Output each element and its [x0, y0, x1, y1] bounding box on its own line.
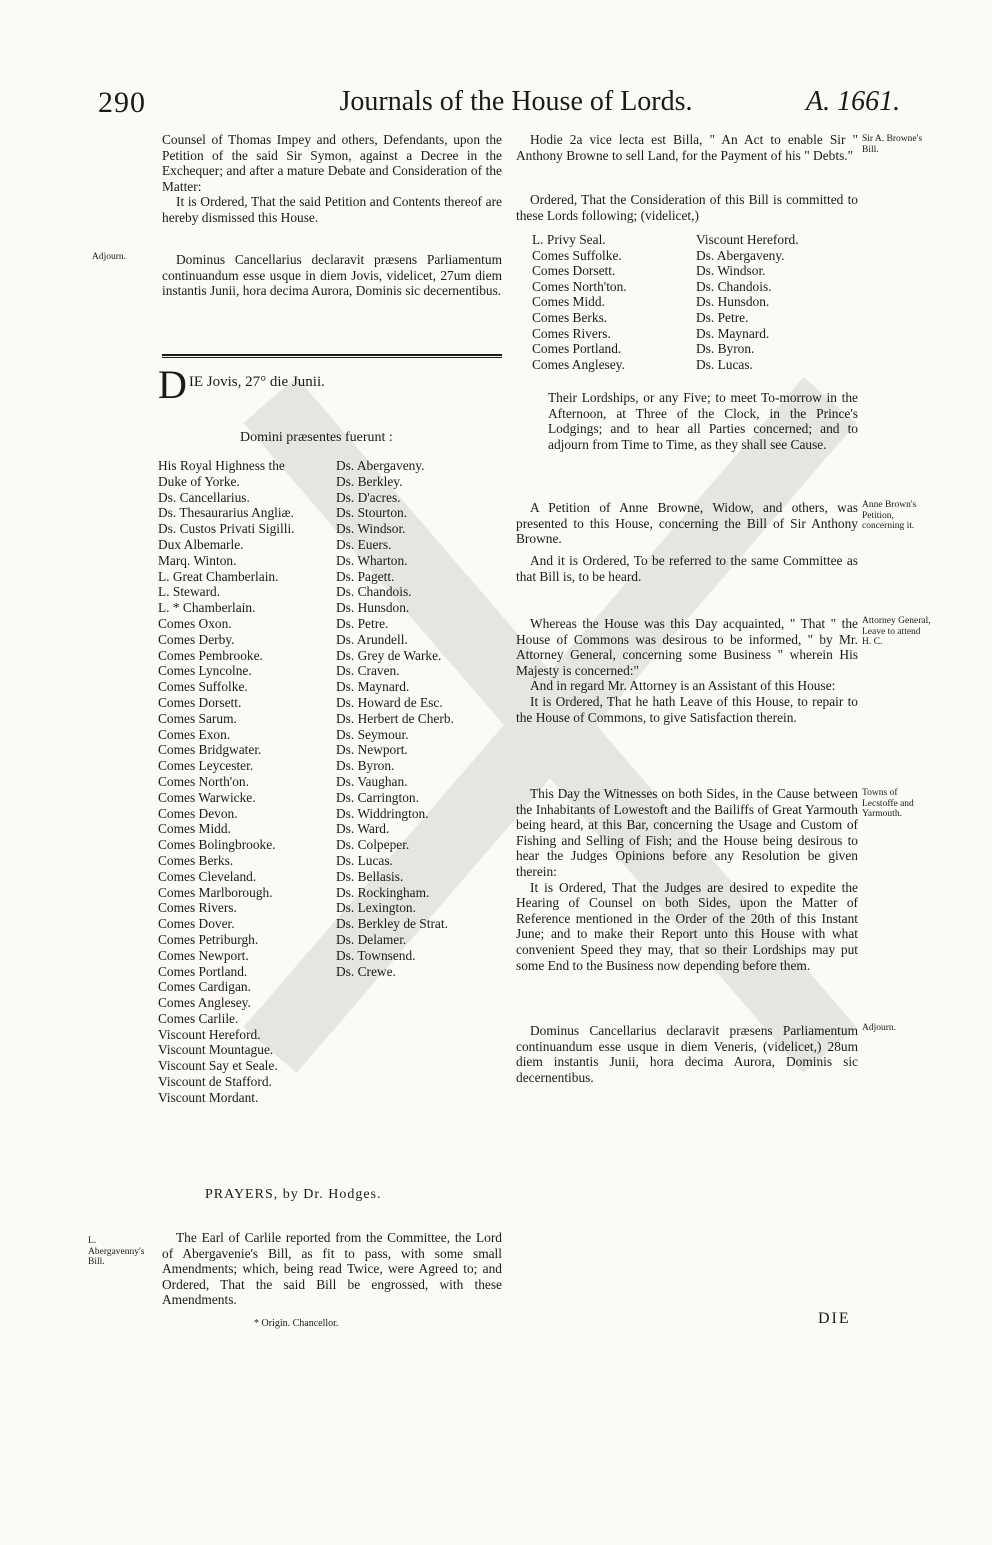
- lord-entry: Comes Suffolke.: [158, 679, 248, 695]
- committee-entry: Ds. Abergaveny.: [696, 247, 785, 263]
- page-year: A. 1661.: [806, 86, 901, 117]
- lord-entry: Ds. Carrington.: [336, 789, 419, 805]
- lord-entry: Comes Oxon.: [158, 615, 232, 631]
- lord-entry: Viscount Hereford.: [158, 1026, 261, 1042]
- lord-entry: Comes Bolingbrooke.: [158, 837, 276, 853]
- margin-note-browne: Sir A. Browne's Bill.: [862, 134, 923, 155]
- order-paragraph: It is Ordered, That the said Petition and Contents thereof are hereby dismissed this House.: [162, 194, 502, 225]
- lord-entry: Comes Sarum.: [158, 710, 237, 726]
- lord-entry: Ds. Hunsdon.: [336, 600, 410, 616]
- lord-entry: Comes Warwicke.: [158, 789, 256, 805]
- die-heading-text: IE Jovis, 27° die Junii.: [188, 374, 325, 390]
- lord-entry: Comes Marlborough.: [158, 884, 273, 900]
- lord-entry: Ds. Craven.: [336, 663, 400, 679]
- committee-entry: Ds. Byron.: [696, 341, 755, 357]
- lord-entry: Comes Portland.: [158, 963, 248, 979]
- committee-entry: Ds. Windsor.: [696, 263, 766, 279]
- lord-entry: Comes Exon.: [158, 726, 231, 742]
- committee-entry: Comes Anglesey.: [532, 356, 625, 372]
- lord-entry: Comes Dorsett.: [158, 694, 242, 710]
- committee-entry: Comes Portland.: [532, 341, 622, 357]
- adjourn-text-right: Dominus Cancellarius declaravit præsens Parliamentum continuandum esse usque in diem Veneris, (videlicet,) 28um diem instantis Junii, hora decima Aurora, Dominis sic decernentibus.: [516, 1023, 858, 1085]
- lord-entry: Ds. Bellasis.: [336, 868, 404, 884]
- lord-entry: Comes Dover.: [158, 916, 235, 932]
- committee-entry: Ds. Petre.: [696, 309, 749, 325]
- towns-text: This Day the Witnesses on both Sides, in the Cause between the Inhabitants of Lowestoft and the Bailiffs of Great Yarmouth being heard, at this Bar, concerning the Usage and Custom of Fishing and Selling of Fish; and the House being desirous to hear the Judges Opinions before any Resolution be given therein:: [516, 786, 858, 879]
- abergaveny-paragraph: [162, 1230, 502, 1308]
- committee-entry: Viscount Hereford.: [696, 232, 799, 247]
- running-title: Journals of the House of Lords.: [339, 86, 693, 117]
- browne-paragraph: [516, 132, 858, 163]
- abergaveny-text: The Earl of Carlile reported from the Committee, the Lord of Abergavenie's Bill, as fit to pass, with some small Amendments; which, being read Twice, were Agreed to; and Ordered, That the said Bill be engrossed, with these Amendments.: [162, 1230, 502, 1308]
- lord-entry: Ds. D'acres.: [336, 489, 401, 505]
- committee-entry: Comes Midd.: [532, 294, 605, 310]
- lord-entry: Ds. Vaughan.: [336, 773, 408, 789]
- left-column-top: [162, 132, 502, 226]
- paragraph: Counsel of Thomas Impey and others, Defendants, upon the Petition of the said Sir Symon, against a Decree in the Exchequer; and after a mature Debate and Consideration of the Matter:: [162, 132, 502, 194]
- lord-entry: Ds. Herbert de Cherb.: [336, 710, 454, 726]
- lord-entry: Comes Devon.: [158, 805, 238, 821]
- page-number: 290: [98, 86, 146, 119]
- prayers-line: PRAYERS, by Dr. Hodges.: [205, 1187, 382, 1202]
- section-rule: [162, 354, 502, 356]
- lord-entry: Ds. Berkley.: [336, 473, 403, 489]
- margin-note-abergaveny: L. Abergavenny's Bill.: [88, 1236, 145, 1267]
- lord-entry: Ds. Thesaurarius Angliæ.: [158, 505, 294, 521]
- drop-cap: D: [158, 362, 187, 407]
- lord-entry: L. * Chamberlain.: [158, 600, 256, 616]
- browne-text: Hodie 2a vice lecta est Billa, " An Act to enable Sir " Anthony Browne to sell Land, for the Payment of his " Debts.": [516, 132, 858, 163]
- lord-entry: Viscount Mountague.: [158, 1042, 274, 1058]
- committee-entry: Ds. Hunsdon.: [696, 294, 770, 310]
- lord-entry: Comes Cardigan.: [158, 979, 251, 995]
- committee-entry: Comes Dorsett.: [532, 263, 616, 279]
- anne-order-paragraph: [516, 553, 858, 584]
- attorney-text: Whereas the House was this Day acquainted, " That " the House of Commons was desirous to be informed, " by Mr. Attorney General, concerning some Business " wherein His Majesty is concerned:": [516, 616, 858, 678]
- towns-paragraph: [516, 786, 858, 973]
- lord-entry: Comes Petriburgh.: [158, 931, 259, 947]
- committee-entry: Comes Rivers.: [532, 325, 611, 341]
- lord-entry: Ds. Crewe.: [336, 963, 396, 979]
- committee-col2: [696, 232, 856, 372]
- lord-entry: Ds. Ward.: [336, 821, 390, 837]
- adjourn-paragraph: [162, 252, 502, 299]
- lord-entry: His Royal Highness the: [158, 458, 285, 473]
- lord-entry: Ds. Petre.: [336, 615, 389, 631]
- lord-entry: Ds. Grey de Warke.: [336, 647, 442, 663]
- lord-entry: Comes Pembrooke.: [158, 647, 263, 663]
- lord-entry: Ds. Arundell.: [336, 631, 408, 647]
- lord-entry: Ds. Rockingham.: [336, 884, 430, 900]
- lord-entry: Ds. Stourton.: [336, 505, 408, 521]
- footnote: * Origin. Chancellor.: [254, 1318, 339, 1329]
- lord-entry: Ds. Windsor.: [336, 521, 406, 537]
- lord-entry: Ds. Delamer.: [336, 931, 407, 947]
- adjourn-text: Dominus Cancellarius declaravit præsens Parliamentum continuandum esse usque in diem Jovis, videlicet, 27um diem instantis Junii, hora decima Aurora, Dominis sic decernentibus.: [162, 252, 502, 299]
- lord-entry: Comes Midd.: [158, 821, 231, 837]
- lord-entry: Comes North'on.: [158, 773, 249, 789]
- margin-note-attorney: Attorney General, Leave to attend H. C.: [862, 616, 931, 647]
- lord-entry: Ds. Berkley de Strat.: [336, 916, 448, 932]
- lord-entry: Ds. Lexington.: [336, 900, 416, 916]
- adjourn-paragraph-right: [516, 1023, 858, 1085]
- committee-entry: Ds. Lucas.: [696, 356, 753, 372]
- towns-order-text: It is Ordered, That the Judges are desired to expedite the Hearing of Counsel on both Sides, upon the Matter of Reference mentioned in the Order of the 20th of this Instant June; and to make their Report unto this House with what convenient Speed they may, that so their Lordships may put some End to the Business now depending before them.: [516, 879, 858, 973]
- lord-entry: Comes Leycester.: [158, 758, 254, 774]
- margin-note-towns: Towns of Lecstoffe and Yarmouth.: [862, 788, 914, 819]
- present-heading: Domini præsentes fuerunt :: [240, 430, 393, 445]
- lord-entry: Comes Rivers.: [158, 900, 237, 916]
- lord-entry: Ds. Pagett.: [336, 568, 395, 584]
- lord-entry: Comes Bridgwater.: [158, 742, 262, 758]
- attorney-paragraph: [516, 616, 858, 725]
- lords-list-col2: [336, 458, 506, 979]
- committee-entry: L. Privy Seal.: [532, 232, 606, 247]
- lord-entry: Ds. Howard de Esc.: [336, 694, 443, 710]
- margin-note-adjourn: Adjourn.: [92, 252, 127, 262]
- lordships-text: Their Lordships, or any Five; to meet To-morrow in the Afternoon, at Three of the Clock, in the Prince's Lodgings; and to hear all Parties concerned; and to adjourn from Time to Time, as they shall see Cause.: [548, 390, 858, 452]
- lord-entry: Ds. Lucas.: [336, 852, 393, 868]
- attorney-order-text: It is Ordered, That he hath Leave of this House, to repair to the House of Commons, to give Satisfaction therein.: [516, 693, 858, 725]
- lord-entry: Ds. Custos Privati Sigilli.: [158, 521, 295, 537]
- lord-entry: Comes Derby.: [158, 631, 235, 647]
- lord-entry: Ds. Widdrington.: [336, 805, 429, 821]
- lord-entry: Duke of Yorke.: [158, 473, 240, 489]
- lord-entry: Viscount Mordant.: [158, 1089, 259, 1105]
- lord-entry: Ds. Euers.: [336, 536, 392, 552]
- lord-entry: Ds. Seymour.: [336, 726, 409, 742]
- lord-entry: Ds. Wharton.: [336, 552, 408, 568]
- die-heading: [158, 362, 498, 407]
- lord-entry: L. Great Chamberlain.: [158, 568, 279, 584]
- attorney-text-2: And in regard Mr. Attorney is an Assistant of this House:: [530, 678, 836, 694]
- committee-entry: Ds. Chandois.: [696, 278, 772, 294]
- margin-note-anne: Anne Brown's Petition, concerning it.: [862, 500, 917, 531]
- lord-entry: Ds. Chandois.: [336, 584, 412, 600]
- lord-entry: Comes Lyncolne.: [158, 663, 252, 679]
- lord-entry: Comes Newport.: [158, 947, 249, 963]
- section-rule-thin: [162, 357, 502, 358]
- lord-entry: Comes Anglesey.: [158, 995, 251, 1011]
- lord-entry: Ds. Colpeper.: [336, 837, 410, 853]
- lord-entry: Ds. Cancellarius.: [158, 489, 250, 505]
- anne-order-text: And it is Ordered, To be referred to the same Committee as that Bill is, to be heard.: [516, 553, 858, 584]
- lord-entry: Viscount Say et Seale.: [158, 1058, 278, 1074]
- lord-entry: Viscount de Stafford.: [158, 1074, 272, 1090]
- margin-note-adjourn-right: Adjourn.: [862, 1023, 897, 1033]
- lordships-paragraph: [548, 390, 858, 452]
- lord-entry: Marq. Winton.: [158, 552, 237, 568]
- lord-entry: Comes Cleveland.: [158, 868, 257, 884]
- committee-entry: Comes Berks.: [532, 309, 608, 325]
- committee-entry: Comes Suffolke.: [532, 247, 622, 263]
- lord-entry: Ds. Townsend.: [336, 947, 416, 963]
- lord-entry: Ds. Newport.: [336, 742, 408, 758]
- lord-entry: Comes Carlile.: [158, 1010, 239, 1026]
- lord-entry: L. Steward.: [158, 584, 221, 600]
- committee-entry: Ds. Maynard.: [696, 325, 770, 341]
- anne-text: A Petition of Anne Browne, Widow, and others, was presented to this House, concerning the Bill of Sir Anthony Browne.: [516, 500, 858, 547]
- committee-entry: Comes North'ton.: [532, 278, 627, 294]
- committee-paragraph: [516, 192, 858, 223]
- catchword: DIE: [818, 1310, 851, 1327]
- committee-col1: [532, 232, 692, 372]
- lord-entry: Comes Berks.: [158, 852, 234, 868]
- lord-entry: Dux Albemarle.: [158, 536, 244, 552]
- lord-entry: Ds. Byron.: [336, 758, 395, 774]
- anne-paragraph: [516, 500, 858, 547]
- lords-list-col1: [158, 458, 338, 1106]
- lord-entry: Ds. Abergaveny.: [336, 458, 425, 473]
- committee-text: Ordered, That the Consideration of this Bill is committed to these Lords following; (videlicet,): [516, 192, 858, 223]
- lord-entry: Ds. Maynard.: [336, 679, 410, 695]
